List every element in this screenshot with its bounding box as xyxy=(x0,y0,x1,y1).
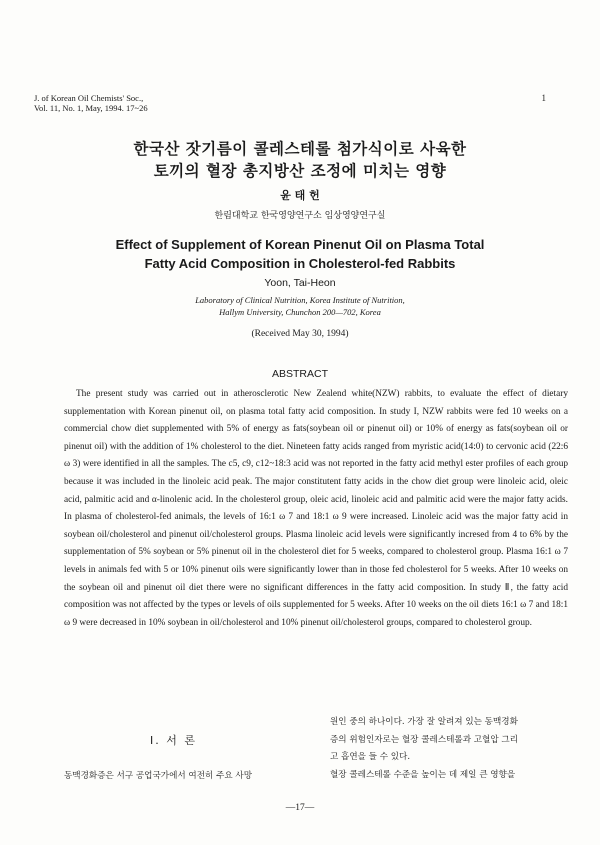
abstract-body xyxy=(64,386,568,632)
abstract-heading: ABSTRACT xyxy=(271,368,328,380)
journal-citation xyxy=(34,93,148,113)
right-column-line: 원인 중의 하나이다. 가장 잘 알려져 있는 동맥경화 xyxy=(330,717,518,727)
left-column-text: 동맥경화증은 서구 공업국가에서 여전히 주요 사망 xyxy=(64,771,252,781)
right-column-line: 고 흡연을 들 수 있다. xyxy=(330,752,411,762)
section-heading-introduction: Ⅰ. 서 론 xyxy=(150,734,197,747)
right-column-line: 혈장 콜레스테롤 수준을 높이는 데 제일 큰 영향을 xyxy=(330,769,516,780)
english-affiliation-line-2: Hallym University, Chunchon 200—702, Korea xyxy=(219,306,381,317)
right-column xyxy=(330,714,570,784)
received-date: (Received May 30, 1994) xyxy=(251,329,349,339)
journal-citation-line-1: J. of Korean Oil Chemists' Soc., xyxy=(34,93,144,103)
korean-affiliation: 한림대학교 한국영양연구소 임상영양연구실 xyxy=(214,211,386,221)
english-title-line-2: Fatty Acid Composition in Cholesterol-fed Rabbits xyxy=(144,256,456,271)
english-author: Yoon, Tai-Heon xyxy=(264,277,336,289)
korean-title-line-2: 토끼의 혈장 총지방산 조정에 미치는 영향 xyxy=(153,162,447,180)
page-number-top: 1 xyxy=(541,93,546,103)
english-affiliation xyxy=(0,295,600,318)
right-column-line: 증의 위험인자로는 혈장 콜레스테롤과 고혈압 그리 xyxy=(330,734,518,745)
footer-page-number: —17— xyxy=(285,803,315,813)
english-title-line-1: Effect of Supplement of Korean Pinenut Oil on Plasma Total xyxy=(115,237,485,252)
english-title xyxy=(0,235,600,273)
korean-title-line-1: 한국산 잣기름이 콜레스테롤 첨가식이로 사육한 xyxy=(133,140,467,158)
korean-title xyxy=(0,138,600,182)
abstract-paragraph: The present study was carried out in atherosclerotic New Zealend white(NZW) rabbits, to evaluate the effect of dietary supplementation with Korean pinenut oil, on plasma total fatty acid composition. In study I, NZW rabbits were fed 10 weeks on a commercial chow diet supplemented with 5% of energy as fats(soybean oil or pinenut oil) or 10% of energy as fats(soybean oil or pinenut oil) with the addition of 1% cholesterol to the diet. Nineteen fatty acids ranged from myristic acid(14:0) to cervonic acid (22:6 ω 3) were identified in all the samples. The c5, c9, c12~18:3 acid was not reported in the fatty acid methyl ester profiles of each group because it was included in the linoleic acid peak. The major constitutent fatty acids in the chow diet group were linoleic acid, oleic acid, palmitic acid and α-linolenic acid. In the cholesterol group, oleic acid, linoleic acid and palmitic acid were the major fatty acids. In plasma of cholesterol-fed animals, the levels of 16:1 ω 7 and 18:1 ω 9 were increased. Linoleic acid was the major fatty acid in soybean oil/cholesterol and pinenut oil/cholesterol groups. Plasma linoleic acid levels were significantly incresed from 4 to 6% by the supplementation of 5% soybean or 5% pinenut oil in the cholesterol diet for 5 weeks, compared to cholesterol group. Plasma 16:1 ω 7 levels in animals fed with 5 or 10% pinenut oils were significantly lower than in those fed cholesterol for 5 weeks. After 10 weeks on the soybean oil and pinenut oil diet there were no significant differences in the fatty acid composition. In study Ⅱ, the fatty acid composition was not affected by the types or levels of oils supplemented for 5 weeks. After 10 weeks on the oil diets 16:1 ω 7 and 18:1 ω 9 were decreased in 10% soybean in oil/cholesterol and 10% pinenut oil/cholesterol groups, compared to cholesterol group. xyxy=(64,389,568,628)
journal-citation-line-2: Vol. 11, No. 1, May, 1994. 17~26 xyxy=(34,103,148,113)
english-affiliation-line-1: Laboratory of Clinical Nutrition, Korea Institute of Nutrition, xyxy=(195,295,405,305)
korean-author: 윤 태 헌 xyxy=(280,189,320,202)
